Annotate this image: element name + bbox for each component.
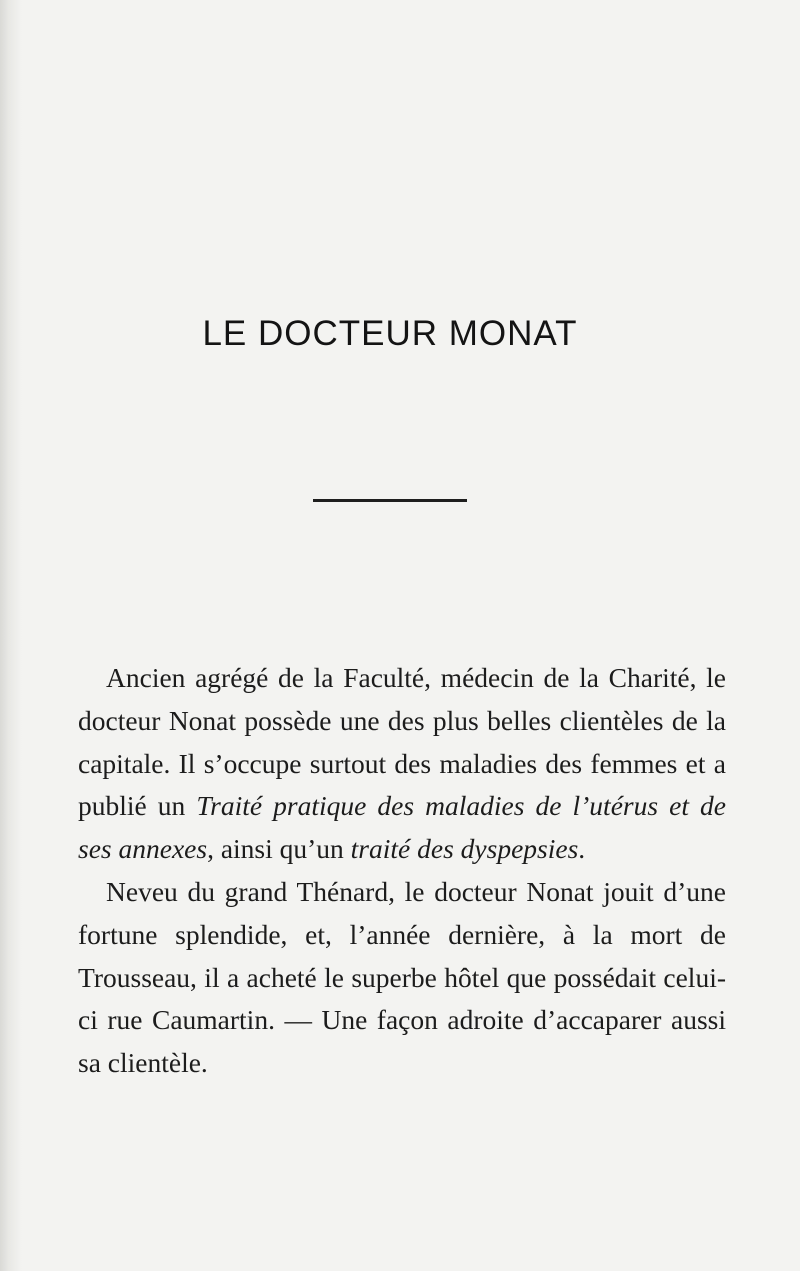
title-divider <box>313 499 467 502</box>
paragraph-1-text: Ancien agrégé de la Faculté, médecin de la Charité, le docteur Nonat possède une des plus belles clientèles de la capitale. Il s’occupe surtout des maladies des femmes et a publié un <box>78 662 726 822</box>
page-title: LE DOCTEUR MONAT <box>202 314 578 353</box>
book-title-dyspepsies: traité des dyspepsies <box>350 833 579 865</box>
body-text <box>78 657 726 1085</box>
paragraph-1-end: . <box>578 833 586 865</box>
paragraph-1-text-2: , ainsi qu’un <box>207 833 351 865</box>
paragraph-2-text: Neveu du grand Thénard, le docteur Nonat jouit d’une fortune splendide, et, l’année dernière, à la mort de Trousseau, il a acheté le superbe hôtel que possédait celui-ci rue Caumartin. — Une façon adroite d’accaparer aussi sa clientèle. <box>78 875 726 1079</box>
paragraph-1 <box>78 657 726 871</box>
page-edge-shadow <box>0 0 22 1271</box>
paragraph-2 <box>78 871 726 1085</box>
book-title-traite-pratique: Traité pratique des maladies de l’utérus et de ses annexes <box>78 790 726 865</box>
